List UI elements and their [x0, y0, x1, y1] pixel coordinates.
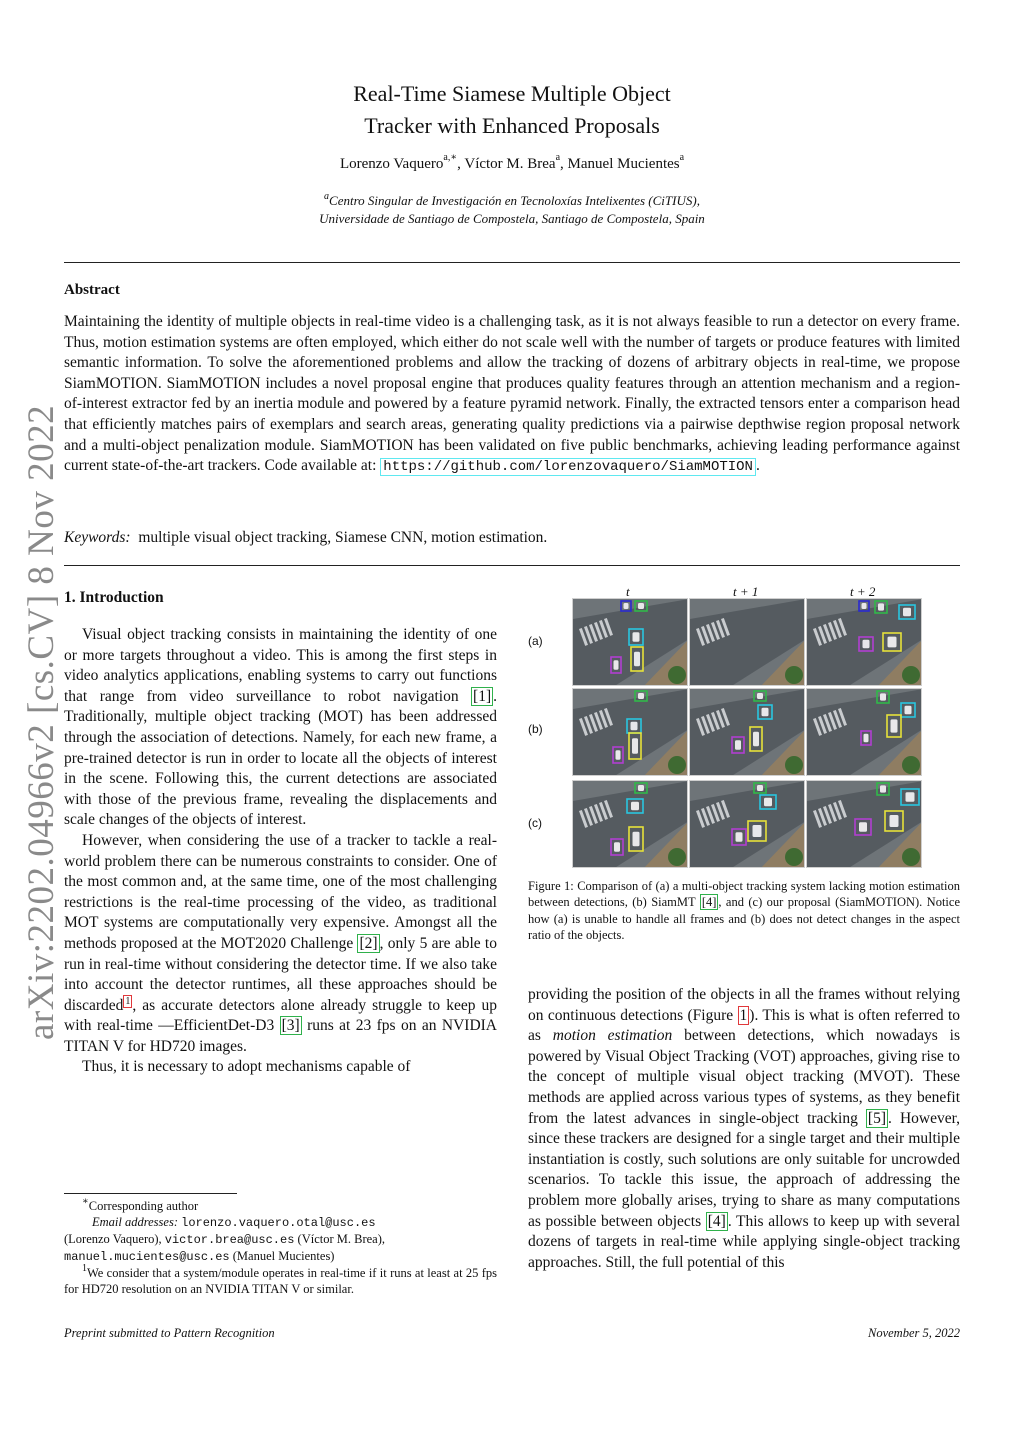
author-1: Lorenzo Vaquero — [339, 156, 444, 172]
col-label-t1: t + 1 — [733, 584, 759, 599]
affiliation-line-1: Centro Singular de Investigación en Tecnoloxías Intelixentes (CiTIUS), — [329, 193, 700, 208]
email-3-name: (Manuel Mucientes) — [232, 1249, 335, 1263]
frame-r1-c1 — [572, 598, 688, 686]
title-line-1: Real-Time Siamese Multiple Object — [353, 81, 671, 106]
email-2-name: (Víctor M. Brea), — [297, 1232, 386, 1246]
authors: Lorenzo Vaquero$^{a,∗}$, Víctor M. Brea$^a$, Manuel Mucientes$^a$ — [339, 152, 685, 172]
email-label: Email addresses: — [92, 1215, 178, 1229]
footnote-1-mark: 1 — [82, 1263, 87, 1274]
section-heading: 1. Introduction — [64, 589, 164, 606]
email-2[interactable]: victor.brea@usc.es — [164, 1233, 295, 1247]
abstract-heading: Abstract — [64, 282, 120, 298]
abstract-end: . — [755, 457, 760, 475]
intro-left-column — [64, 625, 497, 1078]
abstract-text: Maintaining the identity of multiple objects in real-time video is a challenging task, as it is not always feasible to run a detector on every frame. Thus, motion estimation systems are often employed, which either do not scale well with the number of targets or produce features with limited semantic information. To solve the aforementioned problems and allow the tracking of dozens of arbitrary objects in real-time, we propose SiamMOTION. SiamMOTION includes a novel proposal engine that produces quality features through an attention mechanism and a region-of-interest extractor fed by an inertia module and powered by a feature pyramid network. Finally, the extracted tensors enter a comparison head that efficiently matches pairs of exemplars and search areas, generating quality predictions via a pairwise depthwise region proposal network and a multi-object penalization module. SiamMOTION has been validated on five public benchmarks, achieving leading performance against current state-of-the-art trackers. Code available at: — [64, 313, 960, 475]
citation-3[interactable]: [3] — [281, 1017, 300, 1035]
author-2-sup: a — [555, 152, 561, 163]
email-3[interactable]: manuel.mucientes@usc.es — [64, 1250, 230, 1264]
intro-paragraph-3: Thus, it is necessary to adopt mechanisms capable of — [82, 1058, 411, 1076]
aerial-scene — [690, 781, 805, 868]
intro-paragraph-1: Visual object tracking consists in maintaining the identity of one or more targets throughout a video. This is among the first steps in video analytics applications, enabling systems to carry out functions that range from video surveillance to robot navigation [1] . Traditionally, multiple object tracking (MOT) has been addressed through the association of detections. Namely, for each new frame, a pre-trained detector is run in order to locate all the objects of interest in the scene. Following this, the current detections are associated with those of the previous frame, revealing the displacements and scale changes of the objects of interest. — [64, 626, 497, 829]
keywords — [64, 529, 547, 547]
figure-1 — [528, 584, 960, 866]
citation-4[interactable]: [4] — [707, 1212, 726, 1230]
abstract-body — [64, 312, 960, 478]
email-1-name: (Lorenzo Vaquero), — [64, 1232, 162, 1246]
frame-r1-c2 — [689, 598, 805, 686]
frame-r1-c3 — [806, 598, 922, 686]
top-rule — [64, 262, 960, 263]
citation-2[interactable]: [2] — [359, 934, 378, 952]
aerial-scene — [807, 781, 922, 868]
aerial-scene — [690, 689, 805, 776]
frame-r2-c2 — [689, 688, 805, 776]
code-link[interactable]: https://github.com/lorenzovaquero/SiamMOTION — [380, 458, 756, 476]
aerial-scene — [573, 781, 688, 868]
motion-estimation-emph: motion estimation — [552, 1027, 673, 1045]
footer-right: November 5, 2022 — [868, 1326, 960, 1340]
footnote-1-text: We consider that a system/module operates in real-time if it runs at least at 25 fps for HD720 resolution on an NVIDIA TITAN V or similar. — [64, 1266, 497, 1296]
figure-1-caption: Figure 1: Comparison of (a) a multi-object tracking system lacking motion estimation between detections, (b) SiamMT [4] , and (c) our proposal (SiamMOTION). Notice how (a) is unable to handle all frames and (b) does not detect changes in the aspect ratio of the objects. — [528, 879, 960, 942]
aerial-scene — [573, 599, 688, 686]
frame-r3-c1 — [572, 780, 688, 868]
frame-r2-c3 — [806, 688, 922, 776]
frame-r2-c1 — [572, 688, 688, 776]
figure-ref-1[interactable]: 1 — [739, 1006, 748, 1024]
paper-title — [0, 78, 1024, 142]
row-label-a: (a) — [528, 634, 543, 648]
citation-5[interactable]: [5] — [867, 1109, 886, 1127]
affiliation-sup: a — [324, 191, 330, 202]
aerial-scene — [807, 599, 922, 686]
aerial-scene — [807, 689, 922, 776]
affiliation — [0, 192, 1024, 228]
frame-r3-c2 — [689, 780, 805, 868]
citation-1[interactable]: [1] — [473, 687, 492, 705]
intro-right-column: providing the position of the objects in all the frames without relying on continuous detections (Figure 1 ). This is what is often referred to as motion estimation between detections, which nowadays is powered by Visual Object Tracking (VOT) approaches, giving rise to the concept of multiple visual object tracking (MVOT). These methods are applied across various types of systems, as they benefit from the latest advances in single-object tracking [5] . However, since these trackers are designed for a single target and their multiple instantiation is costly, such solutions are only suitable for uncrowded scenarios. To tackle this issue, the approach of addressing the problem more globally arises, trying to share as many computations as possible between objects [4] . This allows to keep up with several dozens of targets in real-time while applying single-object tracking approaches. Still, the full potential of this — [528, 986, 961, 1271]
footer-left: Preprint submitted to Pattern Recognition — [64, 1326, 275, 1340]
keywords-label: Keywords: — [64, 529, 131, 546]
author-2: Víctor M. Brea — [464, 156, 556, 172]
aerial-scene — [690, 599, 805, 686]
author-1-sup: a,∗ — [443, 152, 458, 163]
row-label-b: (b) — [528, 722, 543, 736]
author-3: Manuel Mucientes — [567, 156, 680, 172]
author-3-sup: a — [679, 152, 685, 163]
title-line-2: Tracker with Enhanced Proposals — [364, 113, 660, 138]
footnote-mark-1[interactable]: 1 — [125, 995, 131, 1007]
abstract-bottom-rule — [64, 565, 960, 566]
footnote-rule — [64, 1193, 237, 1194]
frame-r3-c3 — [806, 780, 922, 868]
col-label-t: t — [626, 584, 630, 599]
row-label-c: (c) — [528, 816, 542, 830]
corresponding-author: Corresponding author — [88, 1199, 199, 1213]
aerial-scene — [573, 689, 688, 776]
affiliation-line-2: Universidade de Santiago de Compostela, Santiago de Compostela, Spain — [319, 211, 705, 226]
email-1[interactable]: lorenzo.vaquero.otal@usc.es — [181, 1216, 376, 1230]
keywords-text: multiple visual object tracking, Siamese CNN, motion estimation. — [138, 529, 548, 546]
intro-paragraph-2: However, when considering the use of a tracker to tackle a real-world problem there can be numerous constraints to consider. One of the most common and, at the same time, one of the most challenging restrictions is the real-time processing of the video, as traditional MOT systems are computationally very expensive. Amongst all the methods proposed at the MOT2020 Challenge [2] , only 5 are able to run in real-time without considering the detector time. If we also take into account the detector runtimes, all these approaches should be discarded $^1$ , as accurate detectors alone already struggle to keep up with real-time —EfficientDet-D3 [3] runs at 23 fps on an NVIDIA TITAN V for HD720 images. — [64, 831, 497, 1055]
arxiv-stamp: arXiv:2202.04966v2 [cs.CV] 8 Nov 2022 — [21, 404, 62, 1040]
footnotes: ∗Corresponding author Email addresses: lorenzo.vaquero.otal@usc.es (Lorenzo Vaquero), victor.brea@usc.es (Víctor M. Brea), manuel.mucientes@usc.es (Manuel Mucientes) $^1$We consider that a system/module operates in real-time if it runs at least at 25 fps for HD720 resolution on an NVIDIA TITAN V or similar. — [64, 1196, 497, 1296]
col-label-t2: t + 2 — [850, 584, 876, 599]
caption-citation-4[interactable]: [4] — [701, 895, 717, 910]
